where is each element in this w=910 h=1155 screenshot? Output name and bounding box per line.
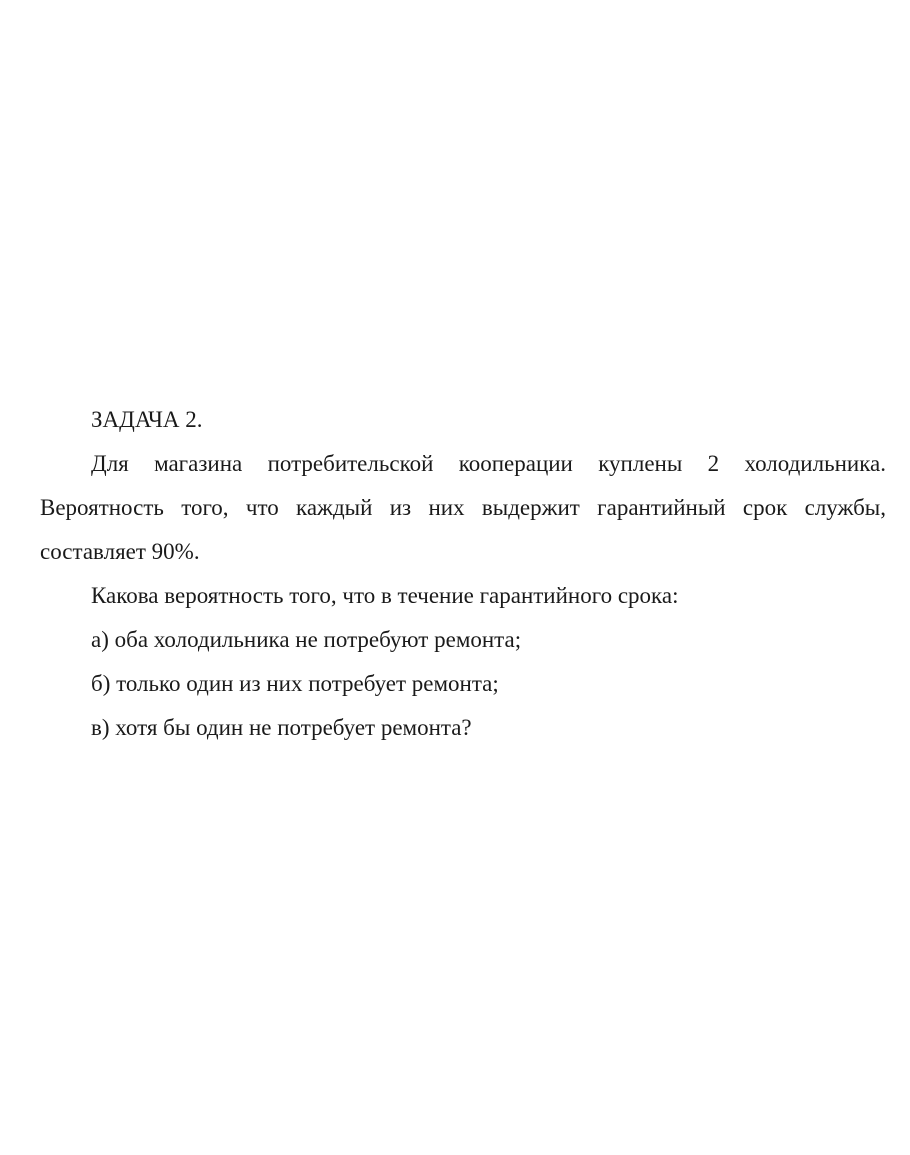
problem-heading: ЗАДАЧА 2. — [91, 407, 203, 432]
option-b: б) только один из них потребует ремонта; — [91, 671, 499, 696]
option-c: в) хотя бы один не потребует ремонта? — [91, 715, 472, 740]
statement-line-2: Вероятность того, что каждый из них выдержит гарантийный срок службы, — [40, 495, 886, 520]
question-text: Какова вероятность того, что в течение гарантийного срока: — [91, 583, 679, 608]
statement-line-3: составляет 90%. — [40, 539, 200, 564]
question-block — [40, 574, 886, 750]
statement-line-1: Для магазина потребительской кооперации куплены 2 холодильника. — [91, 451, 886, 476]
problem-block — [40, 398, 886, 750]
option-a: а) оба холодильника не потребуют ремонта; — [91, 627, 522, 652]
